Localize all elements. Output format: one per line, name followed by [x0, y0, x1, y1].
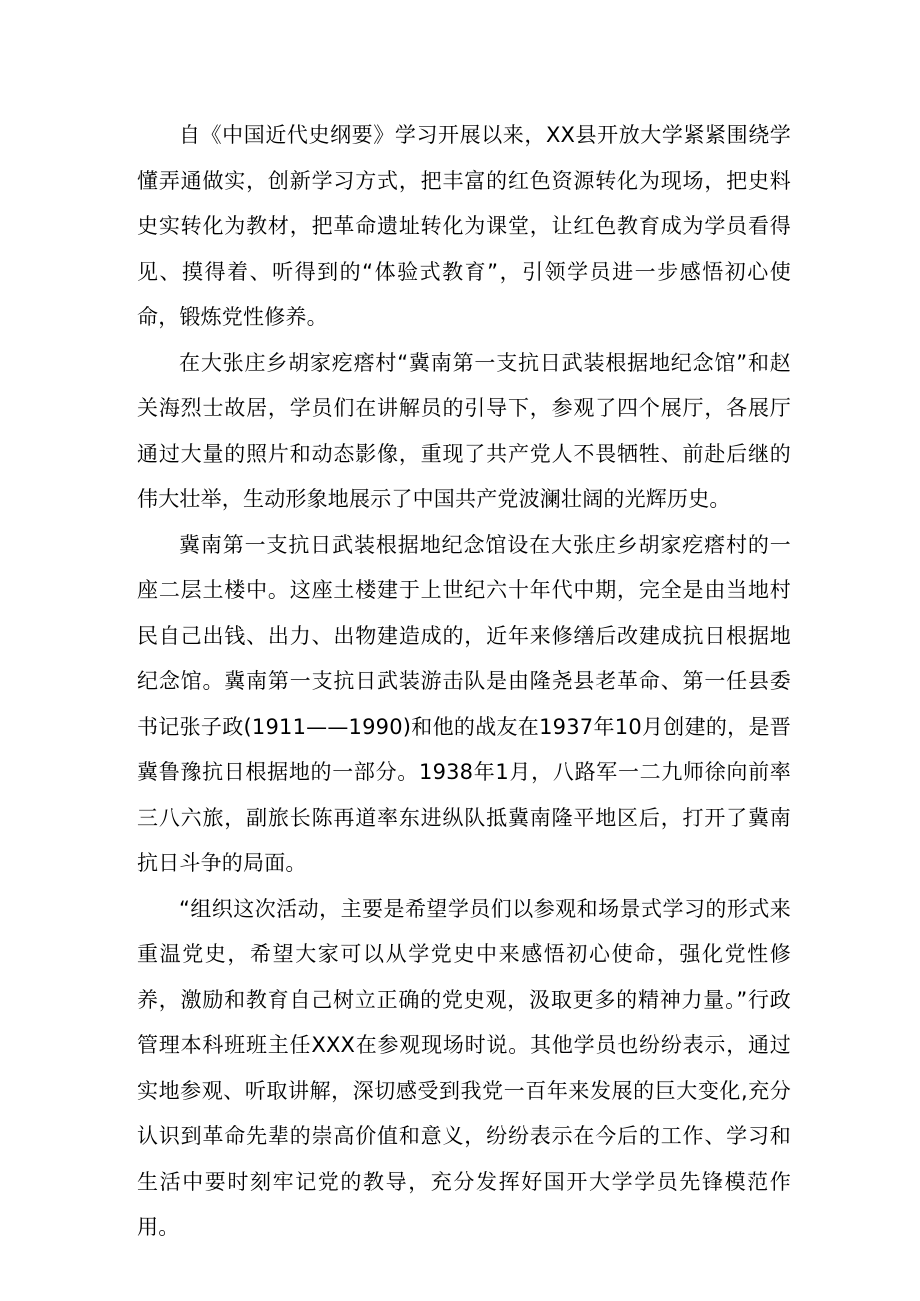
paragraph-museum-history: 冀南第一支抗日武装根据地纪念馆设在大张庄乡胡家疙瘩村的一座二层土楼中。这座土楼建于上世纪六十年代中期，完全是由当地村民自己出钱、出力、出物建造成的，近年来修缮后改建成抗日根据地纪念馆。冀南第一支抗日武装游击队是由隆尧县老革命、第一任县委书记张子政(1911——1990)和他的战友在1937年10月创建的，是晋冀鲁豫抗日根据地的一部分。1938年1月，八路军一二九师徐向前率三八六旅，副旅长陈再道率东进纵队抵冀南隆平地区后，打开了冀南抗日斗争的局面。: [137, 532, 791, 875]
paragraph-museum-visit: 在大张庄乡胡家疙瘩村“冀南第一支抗日武装根据地纪念馆”和赵关海烈士故居，学员们在讲解员的引导下，参观了四个展厅，各展厅通过大量的照片和动态影像，重现了共产党人不畏牺牲、前赴后继的伟大壮举，生动形象地展示了中国共产党波澜壮阔的光辉历史。: [137, 350, 791, 511]
paragraph-student-reflections: “组织这次活动，主要是希望学员们以参观和场景式学习的形式来重温党史，希望大家可以从学党史中来感悟初心使命，强化党性修养，激励和教育自己树立正确的党史观，汲取更多的精神力量。”行政管理本科班班主任XXX在参观现场时说。其他学员也纷纷表示，通过实地参观、听取讲解，深切感受到我党一百年来发展的巨大变化,充分认识到革命先辈的崇高价值和意义，纷纷表示在今后的工作、学习和生活中要时刻牢记党的教导，充分发挥好国开大学学员先锋模范作用。: [137, 896, 791, 1239]
article-body: [137, 113, 791, 1251]
paragraph-intro: 自《中国近代史纲要》学习开展以来，XX县开放大学紧紧围绕学懂弄通做实，创新学习方式，把丰富的红色资源转化为现场，把史料史实转化为教材，把革命遗址转化为课堂，让红色教育成为学员看得见、摸得着、听得到的“体验式教育”，引领学员进一步感悟初心使命，锻炼党性修养。: [137, 123, 791, 329]
